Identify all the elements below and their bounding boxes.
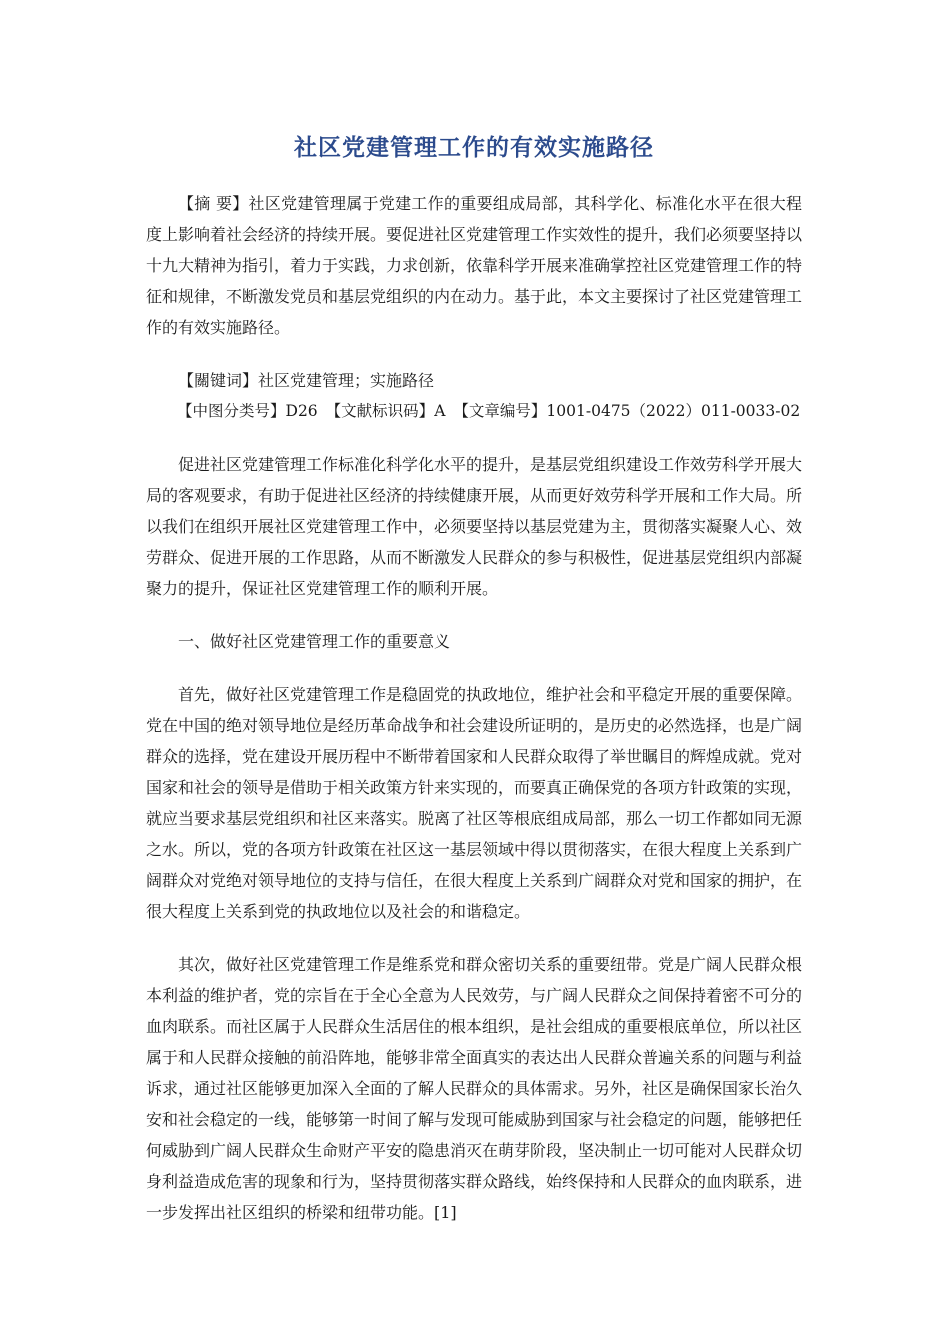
document-page (146, 128, 802, 1228)
clc-label: 【中图分类号】 (177, 402, 286, 420)
doc-code-value: A (434, 402, 446, 420)
abstract-paragraph (146, 188, 802, 343)
clc-value: D26 (285, 402, 318, 420)
keywords-line (146, 365, 802, 396)
article-number-label: 【文章编号】 (453, 402, 547, 420)
section-heading: 一、做好社区党建管理工作的重要意义 (178, 632, 451, 651)
abstract-text: 社区党建管理属于党建工作的重要组成局部，其科学化、标准化水平在很大程度上影响着社会经济的持续开展。要促进社区党建管理工作实效性的提升，我们必须要坚持以十九大精神为指引，着力于实践，力求创新，依靠科学开展来准确掌控社区党建管理工作的特征和规律，不断激发党员和基层党组织的内在动力。基于此，本文主要探讨了社区党建管理工作的有效实施路径。 (146, 194, 803, 337)
abstract-label: 【摘 要】 (178, 194, 249, 213)
keywords-text: 社区党建管理；实施路径 (258, 371, 435, 390)
body-paragraph-1: 首先，做好社区党建管理工作是稳固党的执政地位，维护社会和平稳定开展的重要保障。党在中国的绝对领导地位是经历革命战争和社会建设所证明的，是历史的必然选择，也是广阔群众的选择，党在建设开展历程中不断带着国家和人民群众取得了举世瞩目的辉煌成就。党对国家和社会的领导是借助于相关政策方针来实现的，而要真正确保党的各项方针政策的实现，就应当要求基层党组织和社区来落实。脱离了社区等根底组成局部，那么一切工作都如同无源之水。所以，党的各项方针政策在社区这一基层领域中得以贯彻落实，在很大程度上关系到广阔群众对党绝对领导地位的支持与信任，在很大程度上关系到广阔群众对党和国家的拥护，在很大程度上关系到党的执政地位以及社会的和谐稳定。 (146, 685, 803, 921)
body-paragraph-2: 其次，做好社区党建管理工作是维系党和群众密切关系的重要纽带。党是广阔人民群众根本利益的维护者，党的宗旨在于全心全意为人民效劳，与广阔人民群众之间保持着密不可分的血肉联系。而社区属于人民群众生活居住的根本组织，是社会组成的重要根底单位，所以社区属于和人民群众接触的前沿阵地，能够非常全面真实的表达出人民群众普遍关系的问题与利益诉求，通过社区能够更加深入全面的了解人民群众的具体需求。另外，社区是确保国家长治久安和社会稳定的一线，能够第一时间了解与发现可能威胁到国家与社会稳定的问题，能够把任何威胁到广阔人民群众生命财产平安的隐患消灭在萌芽阶段，坚决制止一切可能对人民群众切身利益造成危害的现象和行为，坚持贯彻落实群众路线，始终保持和人民群众的血肉联系，进一步发挥出社区组织的桥梁和纽带功能。[1] (146, 955, 803, 1222)
intro-paragraph: 促进社区党建管理工作标准化科学化水平的提升，是基层党组织建设工作效劳科学开展大局的客观要求，有助于促进社区经济的持续健康开展，从而更好效劳科学开展和工作大局。所以我们在组织开展社区党建管理工作中，必须要坚持以基层党建为主，贯彻落实凝聚人心、效劳群众、促进开展的工作思路，从而不断激发人民群众的参与积极性，促进基层党组织内部凝聚力的提升，保证社区党建管理工作的顺利开展。 (146, 455, 803, 598)
document-title: 社区党建管理工作的有效实施路径 (294, 135, 654, 161)
classification-line (146, 396, 802, 427)
doc-code-label: 【文献标识码】 (325, 402, 435, 420)
keywords-label: 【關键词】 (178, 371, 259, 390)
article-number-value: 1001-0475（2022）011-0033-02 (546, 402, 801, 420)
